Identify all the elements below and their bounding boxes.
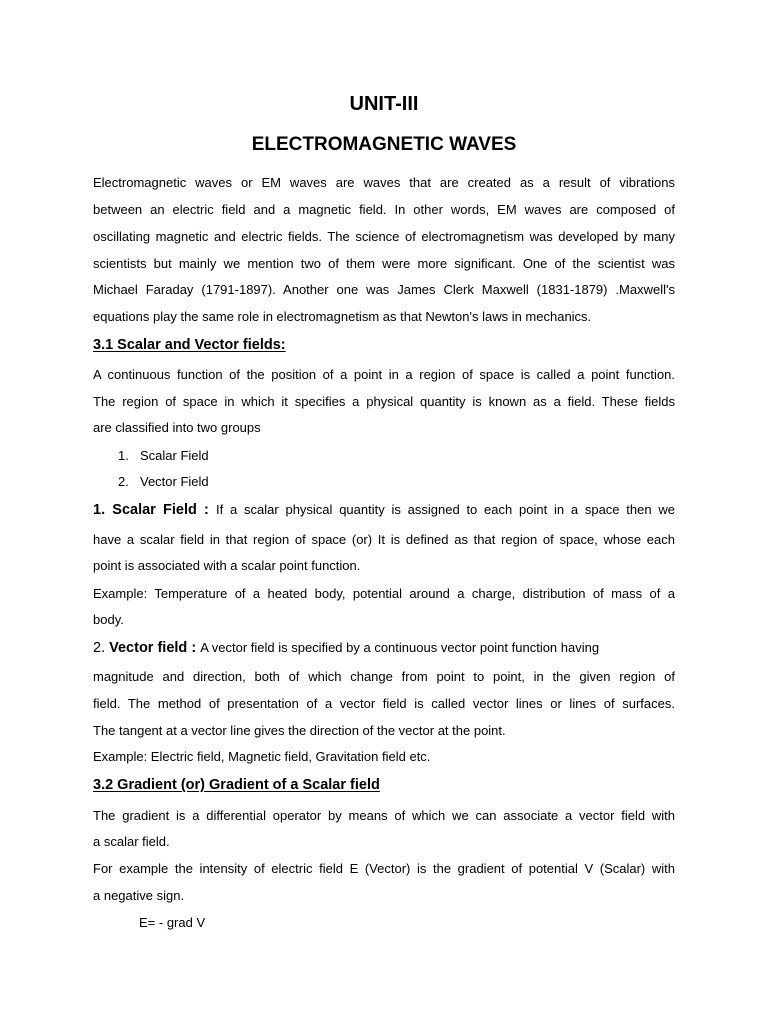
vector-field-example: Example: Electric field, Magnetic field, Gravitation field etc. <box>93 749 431 764</box>
unit-title: UNIT-III <box>349 93 419 115</box>
intro-line: equations play the same role in electromagnetism as that Newton's laws in mechanics. <box>93 309 592 324</box>
section-3-2-line: a scalar field. <box>93 834 170 849</box>
intro-line: oscillating magnetic and electric fields. The science of electromagnetism was developed by many <box>93 229 675 244</box>
vector-field-first-line <box>93 639 675 657</box>
section-3-2-line: a negative sign. <box>93 888 185 903</box>
list-item <box>118 447 418 465</box>
vector-field-line: magnitude and direction, both of which change from point to point, in the given region of <box>93 669 675 684</box>
scalar-field-first-line <box>93 501 675 519</box>
scalar-field-line: point is associated with a scalar point function. <box>93 558 361 573</box>
scalar-field-example: body. <box>93 612 124 627</box>
vector-field-line: field. The method of presentation of a vector field is called vector lines or lines of surfaces. <box>93 696 675 711</box>
scalar-field-example: Example: Temperature of a heated body, potential around a charge, distribution of mass of a <box>93 586 675 601</box>
vector-field-line: The tangent at a vector line gives the direction of the vector at the point. <box>93 723 506 738</box>
section-3-1-line: are classified into two groups <box>93 420 261 435</box>
section-3-2-line: For example the intensity of electric field E (Vector) is the gradient of potential V (Scalar) with <box>93 861 675 876</box>
vector-field-text: A vector field is specified by a continuous vector point function having <box>200 640 600 655</box>
intro-line: scientists but mainly we mention two of them were more significant. One of the scientist was <box>93 256 675 271</box>
scalar-field-line: have a scalar field in that region of space (or) It is defined as that region of space, whose each <box>93 532 675 547</box>
vector-field-label: Vector field : <box>109 640 201 656</box>
chapter-title: ELECTROMAGNETIC WAVES <box>251 134 517 155</box>
gradient-formula: E= - grad V <box>139 915 206 930</box>
section-3-1-line: A continuous function of the position of a point in a region of space is called a point function. <box>93 367 675 382</box>
section-3-1-line: The region of space in which it specifies a physical quantity is known as a field. These fields <box>93 394 675 409</box>
section-heading-3-1: 3.1 Scalar and Vector fields: <box>93 337 286 353</box>
section-3-2-line: The gradient is a differential operator by means of which we can associate a vector field with <box>93 808 675 823</box>
section-heading-3-2: 3.2 Gradient (or) Gradient of a Scalar field <box>93 777 380 793</box>
scalar-field-label: 1. Scalar Field : <box>93 502 217 518</box>
list-item-number: 2. <box>118 474 129 489</box>
list-item-number: 1. <box>118 448 129 463</box>
intro-line: Electromagnetic waves or EM waves are waves that are created as a result of vibrations <box>93 175 675 190</box>
list-item-text: Scalar Field <box>140 448 209 463</box>
scalar-field-text: If a scalar physical quantity is assigned to each point in a space then we <box>216 502 675 517</box>
vector-field-number: 2. <box>93 640 110 656</box>
list-item-text: Vector Field <box>140 474 209 489</box>
intro-line: Michael Faraday (1791-1897). Another one was James Clerk Maxwell (1831-1879) .Maxwell's <box>93 282 675 297</box>
list-item <box>118 473 418 491</box>
intro-line: between an electric field and a magnetic field. In other words, EM waves are composed of <box>93 202 675 217</box>
